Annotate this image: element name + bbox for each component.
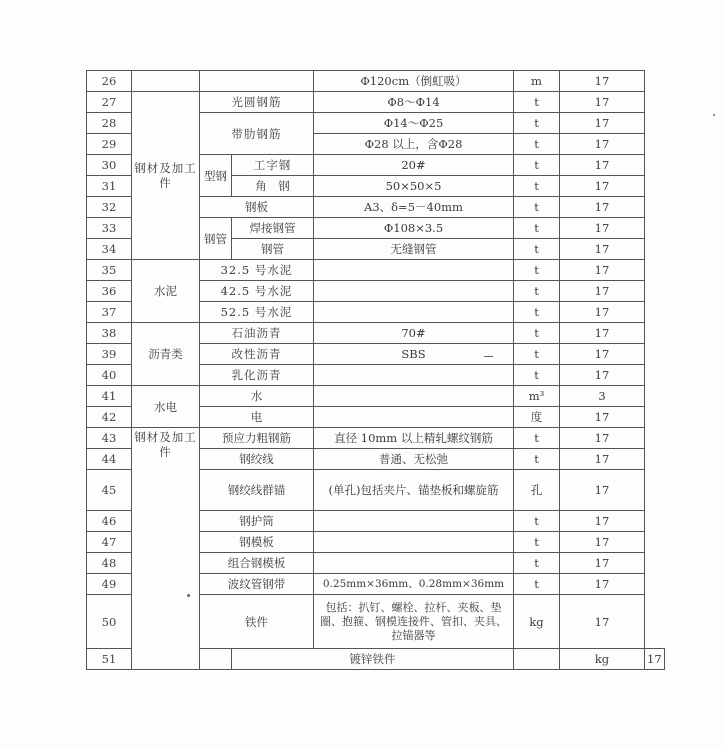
category-steel-2: 钢材及加工件 (132, 428, 200, 670)
unit-cell: kg (560, 649, 645, 670)
material-price-table (86, 70, 665, 670)
item-name: 改性沥青 (200, 344, 314, 365)
table-row (87, 71, 665, 92)
spec-cell: Φ108×3.5 (314, 218, 514, 239)
item-name: 波纹管钢带 (200, 574, 314, 595)
row-number: 44 (87, 449, 132, 470)
category-cement: 水泥 (132, 260, 200, 323)
row-number: 26 (87, 71, 132, 92)
row-number: 37 (87, 302, 132, 323)
value-cell: 17 (645, 649, 665, 670)
unit-cell: t (514, 281, 560, 302)
item-name: 钢板 (200, 197, 314, 218)
spec-cell (314, 365, 514, 386)
unit-cell: t (514, 197, 560, 218)
table-row (87, 386, 665, 407)
scan-speck (713, 114, 715, 116)
table-row (87, 260, 665, 281)
row-number: 39 (87, 344, 132, 365)
value-cell: 17 (560, 595, 645, 649)
unit-cell: 孔 (514, 470, 560, 511)
value-cell: 17 (560, 449, 645, 470)
row-number: 32 (87, 197, 132, 218)
item-name: 铁件 (200, 595, 314, 649)
value-cell: 17 (560, 344, 645, 365)
value-cell: 17 (560, 574, 645, 595)
item-name: 钢护筒 (200, 511, 314, 532)
item-name: 钢绞线群锚 (200, 470, 314, 511)
item-name: 预应力粗钢筋 (200, 428, 314, 449)
spec-cell: SBS (314, 344, 514, 365)
row-number: 43 (87, 428, 132, 449)
row-number: 50 (87, 595, 132, 649)
scan-speck (484, 356, 493, 357)
unit-cell: 度 (514, 407, 560, 428)
row-number: 30 (87, 155, 132, 176)
spec-cell: 直径 10mm 以上精轧螺纹钢筋 (314, 428, 514, 449)
value-cell: 17 (560, 281, 645, 302)
table-row (87, 323, 665, 344)
table-row (87, 428, 665, 449)
row-number: 31 (87, 176, 132, 197)
unit-cell: t (514, 449, 560, 470)
value-cell: 17 (560, 553, 645, 574)
item-name: 带肋钢筋 (200, 113, 314, 155)
item-name: 组合钢模板 (200, 553, 314, 574)
row-number: 42 (87, 407, 132, 428)
value-cell: 17 (560, 134, 645, 155)
value-cell: 17 (560, 155, 645, 176)
row-number: 41 (87, 386, 132, 407)
spec-cell: (单孔)包括夹片、锚垫板和螺旋筋 (314, 470, 514, 511)
value-cell: 17 (560, 470, 645, 511)
spec-cell: 包括：扒钉、螺栓、拉杆、夹板、垫圈、抱箍、钢模连接件、管扣、夹具、拉锚器等 (314, 595, 514, 649)
row-number: 34 (87, 239, 132, 260)
row-number: 27 (87, 92, 132, 113)
spec-cell: 无缝钢管 (314, 239, 514, 260)
unit-cell: t (514, 260, 560, 281)
spec-cell: 50×50×5 (314, 176, 514, 197)
item-name: 42.5 号水泥 (200, 281, 314, 302)
unit-cell: t (514, 239, 560, 260)
unit-cell: t (514, 511, 560, 532)
category-cell (132, 71, 200, 92)
item-name: 镀锌铁件 (232, 649, 514, 670)
table-row (87, 92, 665, 113)
value-cell: 17 (560, 532, 645, 553)
spec-cell: A3、δ=5－40mm (314, 197, 514, 218)
row-number: 29 (87, 134, 132, 155)
item-name: 角 钢 (232, 176, 314, 197)
spec-cell: 20# (314, 155, 514, 176)
value-cell: 17 (560, 511, 645, 532)
unit-cell: t (514, 302, 560, 323)
item-name: 石油沥青 (200, 323, 314, 344)
unit-cell: t (514, 218, 560, 239)
spec-cell (314, 281, 514, 302)
unit-cell: t (514, 155, 560, 176)
category-steel: 钢材及加工件 (132, 92, 200, 260)
value-cell: 17 (560, 197, 645, 218)
unit-cell: m³ (514, 386, 560, 407)
row-number: 51 (87, 649, 132, 670)
category-cell (200, 649, 232, 670)
item-name: 水 (200, 386, 314, 407)
unit-cell: t (514, 176, 560, 197)
spec-cell: 0.25mm×36mm、0.28mm×36mm (314, 574, 514, 595)
value-cell: 17 (560, 218, 645, 239)
subcategory-section-steel: 型钢 (200, 155, 232, 197)
spec-cell (314, 511, 514, 532)
spec-cell (314, 532, 514, 553)
unit-cell: t (514, 574, 560, 595)
item-name: 钢管 (232, 239, 314, 260)
value-cell: 3 (560, 386, 645, 407)
row-number: 33 (87, 218, 132, 239)
item-name: 钢绞线 (200, 449, 314, 470)
spec-cell (314, 260, 514, 281)
unit-cell: t (514, 113, 560, 134)
value-cell: 17 (560, 92, 645, 113)
spec-cell: Φ14～Φ25 (314, 113, 514, 134)
row-number: 46 (87, 511, 132, 532)
unit-cell: kg (514, 595, 560, 649)
item-name: 乳化沥青 (200, 365, 314, 386)
row-number: 36 (87, 281, 132, 302)
unit-cell: t (514, 428, 560, 449)
unit-cell: t (514, 553, 560, 574)
row-number: 38 (87, 323, 132, 344)
item-name: 钢模板 (200, 532, 314, 553)
row-number: 40 (87, 365, 132, 386)
spec-cell (314, 386, 514, 407)
item-name: 电 (200, 407, 314, 428)
spec-cell: 70# (314, 323, 514, 344)
item-name: 52.5 号水泥 (200, 302, 314, 323)
spec-cell (314, 302, 514, 323)
scan-speck (187, 594, 190, 597)
value-cell: 17 (560, 239, 645, 260)
value-cell: 17 (560, 260, 645, 281)
value-cell: 17 (560, 365, 645, 386)
value-cell: 17 (560, 176, 645, 197)
value-cell: 17 (560, 323, 645, 344)
unit-cell: t (514, 92, 560, 113)
unit-cell: m (514, 71, 560, 92)
unit-cell: t (514, 323, 560, 344)
row-number: 28 (87, 113, 132, 134)
unit-cell: t (514, 134, 560, 155)
category-utility: 水电 (132, 386, 200, 428)
spec-cell: Φ8～Φ14 (314, 92, 514, 113)
unit-cell: t (514, 365, 560, 386)
item-name (200, 71, 314, 92)
spec-cell (314, 407, 514, 428)
item-name: 焊接钢管 (232, 218, 314, 239)
spec-cell: Φ120cm（倒虹吸） (314, 71, 514, 92)
value-cell: 17 (560, 407, 645, 428)
spec-cell (314, 553, 514, 574)
subcategory-pipe: 钢管 (200, 218, 232, 260)
value-cell: 17 (560, 428, 645, 449)
spec-cell: Φ28 以上，含Φ28 (314, 134, 514, 155)
item-name: 光圆钢筋 (200, 92, 314, 113)
item-name: 工字钢 (232, 155, 314, 176)
category-asphalt: 沥青类 (132, 323, 200, 386)
value-cell: 17 (560, 71, 645, 92)
row-number: 45 (87, 470, 132, 511)
unit-cell: t (514, 344, 560, 365)
spec-cell (514, 649, 560, 670)
row-number: 49 (87, 574, 132, 595)
row-number: 47 (87, 532, 132, 553)
row-number: 35 (87, 260, 132, 281)
value-cell: 17 (560, 113, 645, 134)
value-cell: 17 (560, 302, 645, 323)
unit-cell: t (514, 532, 560, 553)
item-name: 32.5 号水泥 (200, 260, 314, 281)
row-number: 48 (87, 553, 132, 574)
spec-cell: 普通、无松弛 (314, 449, 514, 470)
